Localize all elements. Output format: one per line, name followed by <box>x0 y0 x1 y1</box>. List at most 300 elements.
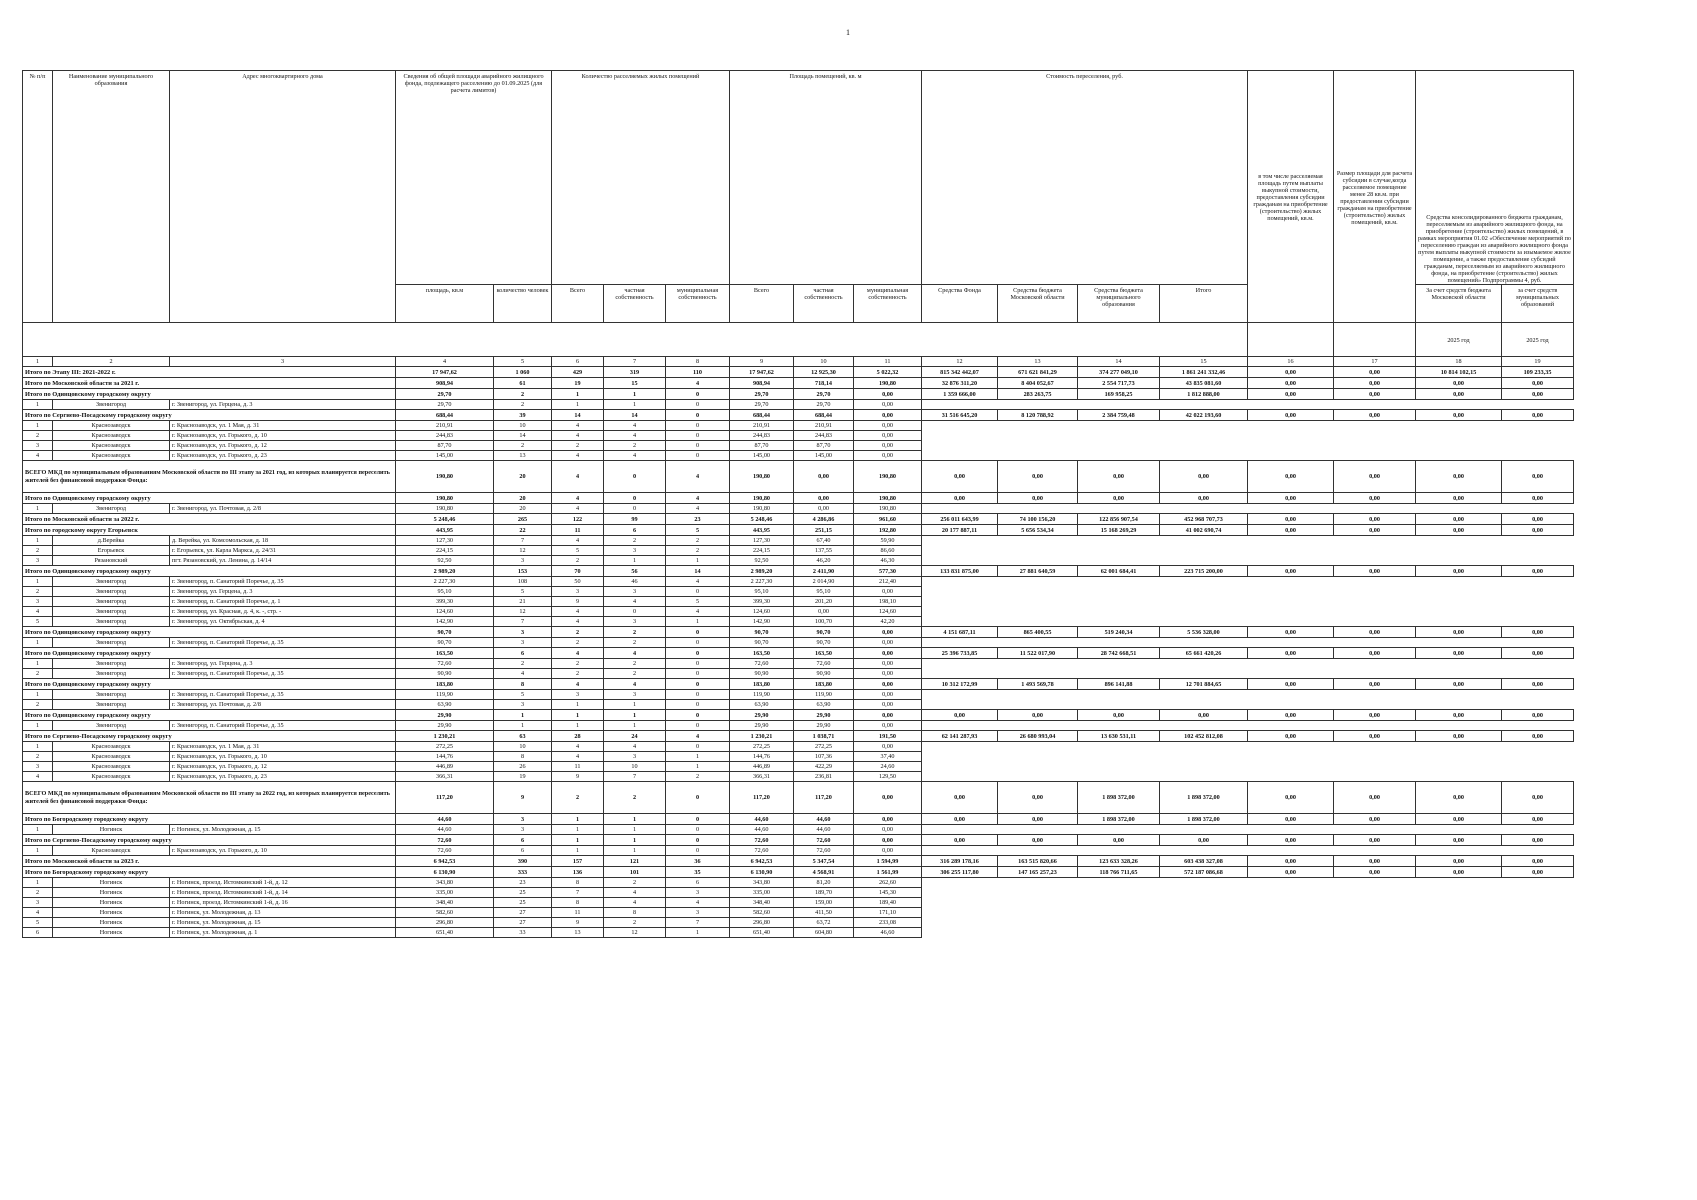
row-municipality: Звенигород <box>53 690 170 700</box>
total-value: 0,00 <box>854 389 922 400</box>
row-value: 10 <box>494 742 552 752</box>
row-address: г. Краснозаводск, ул. 1 Мая, д. 31 <box>170 421 396 431</box>
row-value: 233,08 <box>854 918 922 928</box>
row-municipality: Звенигород <box>53 607 170 617</box>
row-value: 198,10 <box>854 597 922 607</box>
total-value: 0,00 <box>998 710 1078 721</box>
total-value: 157 <box>552 856 604 867</box>
total-value: 0,00 <box>922 814 998 825</box>
total-value: 1 230,21 <box>396 731 494 742</box>
header-consolidated-budget: Средства консолидированного бюджета гражданам, переселяемым из аварийного жилищного фонда, на приобретение (строительство) жилых помещений, в рамках мероприятия 01.02 «Обеспечение мероприятий по переселению граждан из аварийного жилищного фонда путем выплаты выкупной стоимости за изымаемое жилое помещение, а также предоставление субсидий гражданам, переселяемым из аварийного жилищного фонда, на приобретение (строительство) жилых помещений» Подпрограммы 4, руб. <box>1416 71 1574 285</box>
row-address: г. Краснозаводск, ул. Горького, д. 12 <box>170 441 396 451</box>
total-value: 0,00 <box>854 627 922 638</box>
row-number: 4 <box>23 772 53 782</box>
row-number: 1 <box>23 659 53 669</box>
row-value: 7 <box>494 617 552 627</box>
row-value: 2 <box>604 659 666 669</box>
header-subsidy-area: Размер площади для расчета субсидии в случае,когда расселяемое помещение менее 28 кв.м. при предоставлении субсидии гражданам на приобретение (строительство) жилых помещений, кв.м. <box>1334 71 1416 323</box>
total-value: 31 516 645,20 <box>922 410 998 421</box>
total-value: 0,00 <box>1334 525 1416 536</box>
total-value: 0,00 <box>1248 525 1334 536</box>
row-number: 1 <box>23 577 53 587</box>
total-value: 74 100 156,20 <box>998 514 1078 525</box>
row-value: 0,00 <box>854 421 922 431</box>
row-municipality: Краснозаводск <box>53 421 170 431</box>
row-value: 90,90 <box>794 669 854 679</box>
total-value: 0 <box>604 461 666 493</box>
row-value: 190,80 <box>854 504 922 514</box>
empty-area <box>922 721 1574 731</box>
row-value: 72,60 <box>794 846 854 856</box>
total-value: 0,00 <box>1502 525 1574 536</box>
empty-area <box>922 504 1574 514</box>
row-value: 189,40 <box>854 898 922 908</box>
row-number: 1 <box>23 421 53 431</box>
empty-area <box>922 556 1574 566</box>
row-address: г. Ногинск, ул. Молодежная, д. 13 <box>170 908 396 918</box>
total-value: 0 <box>666 710 730 721</box>
total-value: 0,00 <box>1502 867 1574 878</box>
row-address: г. Звенигород, ул. Почтовая, д. 2/8 <box>170 700 396 710</box>
total-value: 4 <box>604 679 666 690</box>
empty-area <box>922 752 1574 762</box>
table-row <box>23 888 1574 898</box>
total-value: 1 898 372,00 <box>1160 814 1248 825</box>
total-value: 1 561,99 <box>854 867 922 878</box>
row-value: 582,60 <box>396 908 494 918</box>
total-value: 0,00 <box>1416 710 1502 721</box>
total-value: 688,44 <box>794 410 854 421</box>
row-value: 0,00 <box>854 659 922 669</box>
row-value: 0,00 <box>854 690 922 700</box>
empty-area <box>922 772 1574 782</box>
total-label: Итого по Одинцовскому городскому округу <box>23 679 396 690</box>
subtotal-row <box>23 566 1574 577</box>
row-value: 1 <box>552 400 604 410</box>
total-value: 0,00 <box>1248 367 1334 378</box>
total-value: 718,14 <box>794 378 854 389</box>
total-value: 44,60 <box>396 814 494 825</box>
total-label: Итого по Московской области за 2022 г. <box>23 514 396 525</box>
row-value: 651,40 <box>730 928 794 938</box>
total-value: 0,00 <box>1416 493 1502 504</box>
row-value: 12 <box>494 607 552 617</box>
row-value: 3 <box>552 587 604 597</box>
row-number: 3 <box>23 597 53 607</box>
total-value: 101 <box>604 867 666 878</box>
total-value: 0,00 <box>1502 493 1574 504</box>
row-value: 0 <box>666 825 730 835</box>
empty-area <box>922 431 1574 441</box>
total-value: 0,00 <box>1334 378 1416 389</box>
empty-area <box>922 451 1574 461</box>
row-value: 119,90 <box>794 690 854 700</box>
total-value: 0,00 <box>922 835 998 846</box>
empty-area <box>922 638 1574 648</box>
row-municipality: Егорьевск <box>53 546 170 556</box>
total-value: 14 <box>552 410 604 421</box>
total-value: 0,00 <box>1502 378 1574 389</box>
total-value: 56 <box>604 566 666 577</box>
row-value: 582,60 <box>730 908 794 918</box>
row-value: 348,40 <box>730 898 794 908</box>
row-address: г. Краснозаводск, ул. 1 Мая, д. 31 <box>170 742 396 752</box>
total-label: Итого по Богородскому городскому округу <box>23 867 396 878</box>
total-value: 29,90 <box>396 710 494 721</box>
empty-area <box>922 536 1574 546</box>
total-value: 0,00 <box>1248 867 1334 878</box>
total-value: 14 <box>666 566 730 577</box>
row-value: 1 <box>666 762 730 772</box>
row-value: 343,80 <box>396 878 494 888</box>
row-value: 46,60 <box>854 928 922 938</box>
empty-area <box>922 908 1574 918</box>
total-value: 1 038,71 <box>794 731 854 742</box>
total-label: Итого по Одинцовскому городскому округу <box>23 710 396 721</box>
table-row <box>23 752 1574 762</box>
row-value: 2 <box>552 441 604 451</box>
table-row <box>23 928 1574 938</box>
row-value: 27 <box>494 908 552 918</box>
total-value: 163,50 <box>794 648 854 659</box>
row-number: 2 <box>23 431 53 441</box>
row-address: г. Ногинск, проезд. Истомкинский 1-й, д. 14 <box>170 888 396 898</box>
row-value: 651,40 <box>396 928 494 938</box>
total-value: 429 <box>552 367 604 378</box>
total-value: 4 151 687,11 <box>922 627 998 638</box>
total-value: 153 <box>494 566 552 577</box>
total-value: 0,00 <box>854 710 922 721</box>
row-number: 1 <box>23 721 53 731</box>
row-value: 0 <box>666 587 730 597</box>
total-value: 13 630 531,11 <box>1078 731 1160 742</box>
row-value: 446,89 <box>396 762 494 772</box>
row-municipality: Звенигород <box>53 721 170 731</box>
total-value: 443,95 <box>730 525 794 536</box>
row-value: 46 <box>604 577 666 587</box>
empty-area <box>922 597 1574 607</box>
total-value: 163 515 820,66 <box>998 856 1078 867</box>
header-premises-area: Площадь помещений, кв. м <box>730 71 922 285</box>
row-value: 0 <box>666 742 730 752</box>
row-municipality: Звенигород <box>53 587 170 597</box>
total-value: 163,50 <box>730 648 794 659</box>
column-number: 19 <box>1502 357 1574 367</box>
total-value: 190,80 <box>854 461 922 493</box>
total-value: 102 452 812,08 <box>1160 731 1248 742</box>
total-value: 0,00 <box>1334 679 1416 690</box>
row-value: 0,00 <box>794 504 854 514</box>
total-value: 1 230,21 <box>730 731 794 742</box>
row-value: 137,55 <box>794 546 854 556</box>
total-value: 0,00 <box>1248 731 1334 742</box>
total-value: 0,00 <box>1502 679 1574 690</box>
total-value: 12 701 884,65 <box>1160 679 1248 690</box>
total-value: 4 <box>552 679 604 690</box>
total-value: 29,90 <box>794 710 854 721</box>
row-value: 29,90 <box>730 721 794 731</box>
row-value: 119,90 <box>730 690 794 700</box>
total-value: 2 <box>604 782 666 814</box>
row-value: 72,60 <box>730 846 794 856</box>
total-value: 42 022 193,60 <box>1160 410 1248 421</box>
total-value: 190,80 <box>396 493 494 504</box>
resettlement-table-sheet <box>22 70 1574 938</box>
table-row <box>23 878 1574 888</box>
row-value: 0 <box>604 607 666 617</box>
row-value: 0 <box>666 721 730 731</box>
total-value: 29,90 <box>730 710 794 721</box>
header-cost: Стоимость переселения, руб. <box>922 71 1248 285</box>
total-value: 190,80 <box>854 378 922 389</box>
subtotal-row <box>23 835 1574 846</box>
total-value: 319 <box>604 367 666 378</box>
total-label: Итого по Одинцовскому городскому округу <box>23 566 396 577</box>
total-value: 1 493 569,78 <box>998 679 1078 690</box>
row-number: 3 <box>23 762 53 772</box>
row-value: 7 <box>494 536 552 546</box>
row-value: 145,30 <box>854 888 922 898</box>
row-value: 190,80 <box>730 504 794 514</box>
total-value: 72,60 <box>396 835 494 846</box>
header-people: количество человек <box>494 285 552 323</box>
total-value: 1 359 666,00 <box>922 389 998 400</box>
row-value: 1 <box>666 556 730 566</box>
total-value: 0,00 <box>922 782 998 814</box>
row-value: 4 <box>666 504 730 514</box>
row-value: 9 <box>552 918 604 928</box>
total-value: 0,00 <box>1160 461 1248 493</box>
row-value: 63,90 <box>794 700 854 710</box>
row-value: 0 <box>666 700 730 710</box>
subtotal-row <box>23 814 1574 825</box>
empty-area <box>922 846 1574 856</box>
row-municipality: Ногинск <box>53 825 170 835</box>
header-area-private: частная собственность <box>794 285 854 323</box>
row-value: 343,80 <box>730 878 794 888</box>
table-row <box>23 577 1574 587</box>
row-number: 6 <box>23 928 53 938</box>
total-value: 169 958,25 <box>1078 389 1160 400</box>
row-value: 29,70 <box>730 400 794 410</box>
row-value: 446,89 <box>730 762 794 772</box>
total-value: 44,60 <box>730 814 794 825</box>
row-value: 4 <box>494 669 552 679</box>
table-row <box>23 556 1574 566</box>
row-value: 23 <box>494 878 552 888</box>
total-value: 1 <box>604 814 666 825</box>
total-value: 0,00 <box>1248 856 1334 867</box>
row-value: 46,20 <box>794 556 854 566</box>
total-value: 0,00 <box>1502 410 1574 421</box>
total-value: 3 <box>494 814 552 825</box>
total-value: 4 <box>666 461 730 493</box>
total-value: 4 <box>666 378 730 389</box>
row-address: г. Ногинск, ул. Молодежная, д. 1 <box>170 928 396 938</box>
row-value: 29,70 <box>794 400 854 410</box>
row-value: 11 <box>552 908 604 918</box>
empty-area <box>922 441 1574 451</box>
row-value: 95,10 <box>794 587 854 597</box>
total-value: 62 141 287,93 <box>922 731 998 742</box>
column-number: 9 <box>730 357 794 367</box>
row-number: 5 <box>23 617 53 627</box>
row-value: 4 <box>552 431 604 441</box>
row-value: 12 <box>604 928 666 938</box>
header-year-b: 2025 год <box>1502 323 1574 357</box>
table-row <box>23 742 1574 752</box>
total-value: 0,00 <box>794 461 854 493</box>
row-municipality: Краснозаводск <box>53 742 170 752</box>
total-value: 190,80 <box>396 461 494 493</box>
total-value: 183,80 <box>794 679 854 690</box>
row-value: 3 <box>494 700 552 710</box>
row-municipality: Звенигород <box>53 577 170 587</box>
row-address: г. Звенигород, ул. Октябрьская, д. 4 <box>170 617 396 627</box>
total-value: 0,00 <box>1416 566 1502 577</box>
total-value: 27 881 640,59 <box>998 566 1078 577</box>
row-value: 63,90 <box>730 700 794 710</box>
total-value: 0 <box>666 814 730 825</box>
row-value: 4 <box>604 888 666 898</box>
row-municipality: Краснозаводск <box>53 762 170 772</box>
total-value: 0,00 <box>1334 782 1416 814</box>
empty-area <box>922 700 1574 710</box>
column-number: 2 <box>53 357 170 367</box>
header-count-private: частная собственность <box>604 285 666 323</box>
total-value: 17 947,62 <box>730 367 794 378</box>
row-value: 8 <box>604 908 666 918</box>
header-address: Адрес многоквартирного дома <box>170 71 396 323</box>
total-value: 0 <box>604 493 666 504</box>
total-value: 0 <box>666 679 730 690</box>
row-value: 33 <box>494 928 552 938</box>
row-number: 1 <box>23 846 53 856</box>
total-value: 99 <box>604 514 666 525</box>
total-label: Итого по Сергиево-Посадскому городскому округу <box>23 731 396 742</box>
row-value: 9 <box>552 772 604 782</box>
total-value: 0,00 <box>1334 493 1416 504</box>
row-address: г. Ногинск, ул. Молодежная, д. 15 <box>170 918 396 928</box>
row-value: 29,90 <box>396 721 494 731</box>
total-value: 1 898 372,00 <box>1078 782 1160 814</box>
row-municipality: Звенигород <box>53 597 170 607</box>
row-municipality: Ногинск <box>53 898 170 908</box>
row-address: г. Звенигород, п. Санаторий Поречье, д. 35 <box>170 669 396 679</box>
row-value: 1 <box>552 846 604 856</box>
total-value: 1 812 888,00 <box>1160 389 1248 400</box>
empty-area <box>922 918 1574 928</box>
header-count-total: Всего <box>552 285 604 323</box>
total-value: 29,70 <box>396 389 494 400</box>
total-value: 5 022,32 <box>854 367 922 378</box>
row-value: 7 <box>666 918 730 928</box>
subtotal-row <box>23 856 1574 867</box>
table-row <box>23 617 1574 627</box>
row-value: 6 <box>494 846 552 856</box>
total-value: 4 <box>552 493 604 504</box>
total-label: Итого по Одинцовскому городскому округу <box>23 648 396 659</box>
total-value: 0,00 <box>1416 731 1502 742</box>
total-value: 6 942,53 <box>396 856 494 867</box>
total-value: 5 248,46 <box>396 514 494 525</box>
total-value: 15 168 269,29 <box>1078 525 1160 536</box>
subtotal-row <box>23 389 1574 400</box>
row-address: г. Краснозаводск, ул. Горького, д. 12 <box>170 762 396 772</box>
row-value: 124,60 <box>396 607 494 617</box>
row-value: 2 014,90 <box>794 577 854 587</box>
total-value: 519 240,34 <box>1078 627 1160 638</box>
total-value: 133 831 875,00 <box>922 566 998 577</box>
row-value: 0,00 <box>854 400 922 410</box>
total-value: 190,80 <box>730 461 794 493</box>
total-value: 0,00 <box>998 814 1078 825</box>
total-value: 688,44 <box>396 410 494 421</box>
row-municipality: Краснозаводск <box>53 752 170 762</box>
subtotal-row <box>23 627 1574 638</box>
row-value: 124,60 <box>854 607 922 617</box>
row-value: 46,30 <box>854 556 922 566</box>
row-municipality: Звенигород <box>53 504 170 514</box>
row-number: 2 <box>23 888 53 898</box>
total-value: 0,00 <box>854 814 922 825</box>
total-value: 0 <box>666 410 730 421</box>
total-value: 6 <box>494 835 552 846</box>
row-value: 14 <box>494 431 552 441</box>
total-value: 5 656 534,34 <box>998 525 1078 536</box>
total-value: 2 <box>552 782 604 814</box>
total-value: 2 989,20 <box>396 566 494 577</box>
total-value: 15 <box>604 378 666 389</box>
row-value: 296,80 <box>396 918 494 928</box>
row-value: 145,00 <box>396 451 494 461</box>
total-value: 865 400,55 <box>998 627 1078 638</box>
row-value: 3 <box>604 587 666 597</box>
total-value: 390 <box>494 856 552 867</box>
row-value: 1 <box>604 721 666 731</box>
total-value: 2 554 717,73 <box>1078 378 1160 389</box>
column-number: 13 <box>998 357 1078 367</box>
column-number: 14 <box>1078 357 1160 367</box>
total-value: 0,00 <box>1334 389 1416 400</box>
row-value: 142,90 <box>730 617 794 627</box>
row-value: 0 <box>666 846 730 856</box>
total-value: 0,00 <box>1416 867 1502 878</box>
subtotal-row <box>23 514 1574 525</box>
total-value: 0,00 <box>1416 679 1502 690</box>
row-value: 124,60 <box>730 607 794 617</box>
row-value: 87,70 <box>396 441 494 451</box>
row-number: 1 <box>23 400 53 410</box>
row-value: 0 <box>666 400 730 410</box>
table-body <box>23 367 1574 938</box>
row-value: 4 <box>604 898 666 908</box>
row-value: 25 <box>494 888 552 898</box>
row-value: 3 <box>604 690 666 700</box>
row-address: г. Ногинск, ул. Молодежная, д. 15 <box>170 825 396 835</box>
row-value: 3 <box>552 690 604 700</box>
empty-area <box>922 878 1574 888</box>
empty-area <box>922 421 1574 431</box>
total-value: 163,50 <box>396 648 494 659</box>
row-value: 86,60 <box>854 546 922 556</box>
total-value: 0,00 <box>1416 835 1502 846</box>
row-value: 127,30 <box>730 536 794 546</box>
row-value: 19 <box>494 772 552 782</box>
row-number: 4 <box>23 607 53 617</box>
row-value: 2 <box>666 536 730 546</box>
row-value: 3 <box>494 825 552 835</box>
